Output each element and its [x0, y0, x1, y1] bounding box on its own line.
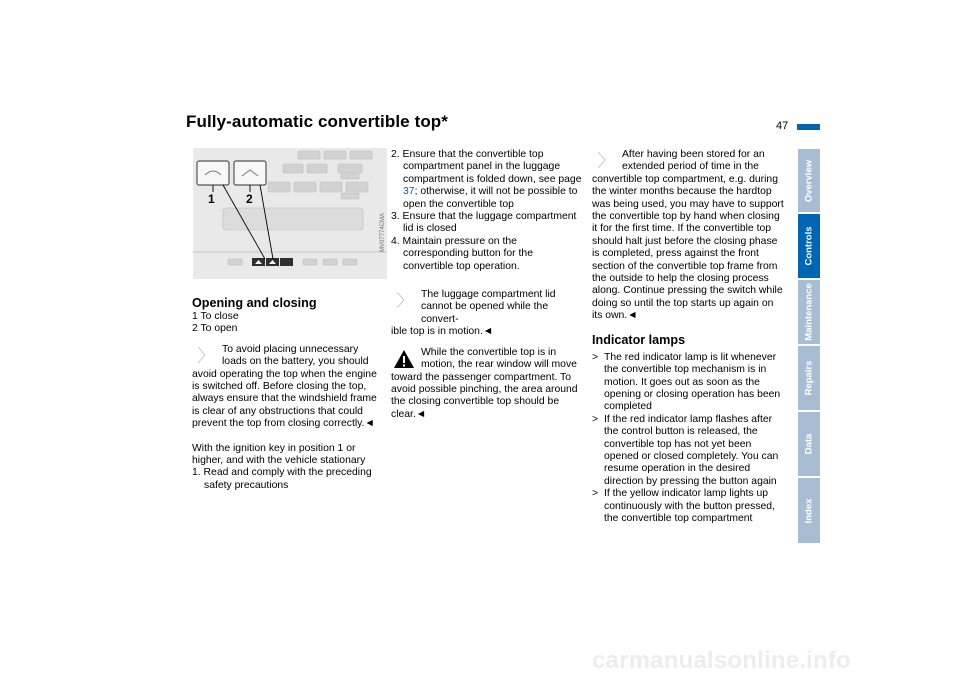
note-storage-first: After having been stored for an extended period of time in the	[622, 149, 765, 173]
figure-legend-item: 2 To open	[192, 323, 238, 335]
warning-first: While the convertible top is in motion, the rear window will move	[421, 346, 577, 371]
step-4: 4. Maintain pressure on the corresponding button for the convertible top operation.	[391, 235, 533, 272]
note-icon	[391, 289, 417, 313]
note-icon	[592, 149, 618, 173]
note-storage	[592, 149, 785, 323]
step-1: 1. Read and comply with the preceding safety precautions	[192, 467, 372, 491]
note-battery-first: To avoid placing unnecessary loads on the battery, you should	[222, 343, 369, 368]
page-number-bar	[797, 124, 820, 130]
page-link-37[interactable]: 37	[403, 186, 415, 198]
section-heading-opening: Opening and closing	[192, 296, 317, 310]
warning-rear-window	[391, 347, 584, 421]
tab-data[interactable]: Data	[798, 412, 820, 476]
step-2-text-end: ; otherwise, it will not be possible to open the convertible top	[403, 186, 578, 210]
section-heading-indicator: Indicator lamps	[592, 332, 686, 347]
column-3	[592, 149, 785, 525]
figure-label-1: 1	[208, 192, 215, 206]
note-luggage-lid	[391, 289, 584, 339]
triangle-bullet-icon: >	[592, 488, 599, 500]
warning-text: toward the passenger compartment. To avoid possible pinching, the area around the closing convertible top should be clear.◄	[391, 371, 578, 420]
tab-overview[interactable]: Overview	[798, 149, 820, 212]
bullet-item: > If the yellow indicator lamp lights up continuously with the button pressed, the convertible top compartment	[592, 488, 775, 524]
console-figure	[193, 148, 387, 279]
tab-maintenance[interactable]: Maintenance	[798, 280, 820, 344]
tab-index[interactable]: Index	[798, 478, 820, 543]
note-icon	[192, 344, 218, 368]
column-1	[192, 296, 384, 492]
tab-controls[interactable]: Controls	[798, 214, 820, 278]
page-title: Fully-automatic convertible top*	[186, 112, 449, 131]
figure-code: MV07774CMA	[380, 212, 386, 252]
note-battery	[192, 344, 384, 431]
figure-label-2: 2	[246, 192, 253, 206]
triangle-bullet-icon: >	[592, 413, 599, 425]
step-2-text: 2. Ensure that the convertible top compartment panel in the luggage compartment is folded down, see page	[391, 149, 582, 185]
note-luggage-text: ible top is in motion.◄	[391, 326, 494, 338]
note-storage-text: convertible top compartment, e.g. during the winter months because the hardtop was being used, you may have to support the convertible top by hand when closing it for the first time. If the convertible top should halt just before the closing phase is completed, press against the front section of the convertible top frame from the outside to help the closing process along. Continue pressing the switch while doing so until the top starts up again on its own.◄	[592, 173, 784, 322]
note-luggage-first: The luggage compartment lid cannot be opened while the convert-	[421, 289, 556, 325]
watermark: carmanualsonline.info	[592, 647, 851, 674]
step-2	[391, 149, 584, 211]
step-3: 3. Ensure that the luggage compartment lid is closed	[391, 211, 577, 235]
figure-legend-item: 1 To close	[192, 311, 239, 322]
warning-icon	[393, 349, 415, 369]
column-2	[391, 149, 584, 421]
ignition-paragraph: With the ignition key in position 1 or higher, and with the vehicle stationary	[192, 442, 366, 467]
triangle-bullet-icon: >	[592, 351, 599, 363]
tab-repairs[interactable]: Repairs	[798, 346, 820, 410]
note-battery-text: avoid operating the top when the engine is switched off. Before closing the top, always ensure that the windshield frame is clear of any obstructions that could prevent the top from closing correctly.◄	[192, 368, 377, 430]
page-number: 47	[776, 120, 789, 132]
bullet-item: > If the red indicator lamp flashes after the control button is released, the convertible top has not yet been opened or closed completely. You can resume operation in the desired direction by pressing the button again	[592, 413, 779, 487]
bullet-item: > The red indicator lamp is lit whenever the convertible top mechanism is in motion. It goes out as soon as the opening or closing operation has been completed	[592, 351, 781, 413]
